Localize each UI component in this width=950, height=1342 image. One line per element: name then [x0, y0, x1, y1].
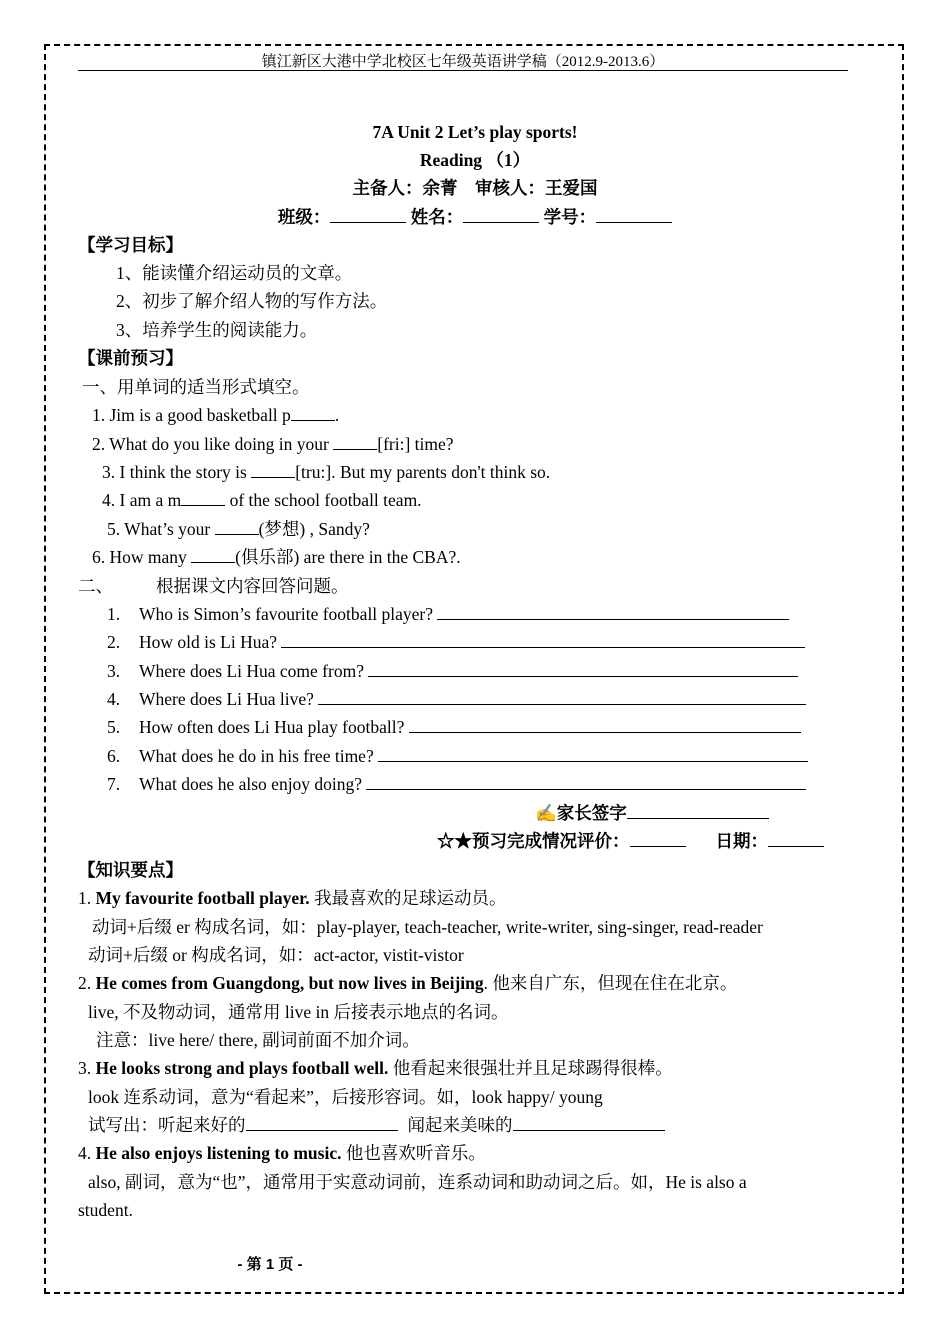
fill-blank[interactable] [181, 489, 225, 506]
point-number: 3. [78, 1058, 96, 1078]
parent-signature-row [535, 802, 769, 824]
question-row [107, 631, 805, 653]
fill-item [102, 461, 550, 483]
student-info-line [0, 206, 950, 228]
exercise-blank[interactable] [513, 1114, 665, 1131]
fill-item [107, 518, 370, 540]
goal-item: 1、能读懂介绍运动员的文章。 [116, 263, 353, 283]
question-row [107, 688, 806, 710]
point-translation: 他也喜欢听音乐。 [341, 1143, 486, 1163]
unit-title: 7A Unit 2 Let’s play sports! [372, 122, 578, 142]
exercise-blank[interactable] [246, 1114, 398, 1131]
fill-blank[interactable] [291, 404, 335, 421]
question-text: Who is Simon’s favourite football player? [139, 604, 438, 624]
fill-item [92, 546, 461, 568]
parent-signature-label: ✍家长签字 [535, 803, 627, 823]
evaluation-label: ☆★预习完成情况评价： [437, 831, 630, 851]
point-2 [78, 972, 737, 994]
fill-item [92, 404, 339, 426]
question-number: 1. [107, 604, 121, 624]
lesson-title: Reading （1） [419, 150, 531, 170]
answer-blank[interactable] [368, 660, 798, 677]
point-translation: . 他来自广东，但现在住在北京。 [483, 973, 738, 993]
class-label: 班级： [277, 207, 331, 227]
question-text: What does he also enjoy doing? [139, 774, 367, 794]
fill-text: 5. What’s your [107, 519, 215, 539]
number-label: 学号： [543, 207, 597, 227]
answer-blank[interactable] [281, 631, 805, 648]
question-text: How old is Li Hua? [139, 632, 282, 652]
point-number: 1. [78, 888, 96, 908]
question-number: 2. [107, 632, 121, 652]
question-number: 5. [107, 717, 121, 737]
question-text: How often does Li Hua play football? [139, 717, 409, 737]
date-blank[interactable] [768, 830, 824, 847]
point-note: student. [78, 1200, 133, 1220]
point-sentence: He also enjoys listening to music. [95, 1143, 342, 1163]
fill-text: of the school football team. [225, 490, 422, 510]
question-number: 6. [107, 746, 121, 766]
page-number: - 第 1 页 - [237, 1256, 303, 1273]
point-number: 2. [78, 973, 96, 993]
point-note: 动词+后缀 er 构成名词，如：play-player, teach-teacher, write-writer, sing-singer, read-reader [92, 917, 763, 937]
fill-blank[interactable] [333, 433, 377, 450]
point-note: 注意：live here/ there, 副词前面不加介词。 [96, 1030, 420, 1050]
header-rule [78, 70, 848, 71]
point-translation: 我最喜欢的足球运动员。 [309, 888, 507, 908]
evaluation-blank[interactable] [630, 830, 686, 847]
point-4 [78, 1142, 486, 1164]
fill-text: [tru:]. But my parents don't think so. [295, 462, 551, 482]
authors-line: 主备人：余菁 审核人：王爱国 [352, 178, 598, 198]
fill-text: (梦想) , Sandy? [258, 519, 370, 539]
question-text: Where does Li Hua come from? [139, 661, 369, 681]
question-row [107, 660, 798, 682]
fill-text: 4. I am a m [102, 490, 182, 510]
goals-heading: 【学习目标】 [78, 235, 183, 255]
fill-text: 1. Jim is a good basketball p [92, 405, 291, 425]
class-blank[interactable] [330, 206, 406, 223]
answer-blank[interactable] [318, 688, 806, 705]
point-3 [78, 1057, 673, 1079]
fill-text: [fri:] time? [377, 434, 454, 454]
page-header: 镇江新区大港中学北校区七年级英语讲学稿（2012.9-2013.6） [261, 54, 665, 70]
question-text: What does he do in his free time? [139, 746, 379, 766]
answer-blank[interactable] [409, 716, 801, 733]
date-label: 日期： [715, 831, 768, 851]
exercise-text: 闻起来美味的 [407, 1115, 513, 1135]
question-number: 3. [107, 661, 121, 681]
answer-blank[interactable] [437, 603, 789, 620]
question-text: Where does Li Hua live? [139, 689, 319, 709]
point-sentence: He looks strong and plays football well. [95, 1058, 389, 1078]
parent-signature-blank[interactable] [627, 802, 769, 819]
fill-item [92, 433, 454, 455]
exercise-text: 试写出：听起来好的 [88, 1115, 246, 1135]
answer-blank[interactable] [378, 745, 808, 762]
point-1 [78, 887, 507, 909]
point-sentence: My favourite football player. [95, 888, 310, 908]
name-label: 姓名： [410, 207, 464, 227]
fill-blank[interactable] [215, 518, 259, 535]
preview-heading: 【课前预习】 [78, 348, 183, 368]
question-row [107, 745, 808, 767]
question-row [107, 716, 801, 738]
fill-text: . [334, 405, 340, 425]
exercise-row [88, 1114, 665, 1136]
point-number: 4. [78, 1143, 96, 1163]
number-blank[interactable] [596, 206, 672, 223]
question-row [107, 603, 789, 625]
question-number: 4. [107, 689, 121, 709]
part2-number: 二、 [78, 576, 113, 596]
point-translation: 他看起来很强壮并且足球踢得很棒。 [388, 1058, 673, 1078]
fill-text: 3. I think the story is [102, 462, 252, 482]
point-sentence: He comes from Guangdong, but now lives in Beijing [95, 973, 484, 993]
question-row [107, 773, 806, 795]
goal-item: 2、初步了解介绍人物的写作方法。 [116, 291, 388, 311]
point-note: live, 不及物动词，通常用 live in 后接表示地点的名词。 [88, 1002, 509, 1022]
point-note: look 连系动词，意为“看起来”，后接形容词。如，look happy/ young [88, 1087, 603, 1107]
fill-blank[interactable] [251, 461, 295, 478]
answer-blank[interactable] [366, 773, 806, 790]
fill-item [102, 489, 422, 511]
name-blank[interactable] [463, 206, 539, 223]
fill-blank[interactable] [191, 546, 235, 563]
goal-item: 3、培养学生的阅读能力。 [116, 320, 318, 340]
fill-text: 2. What do you like doing in your [92, 434, 334, 454]
point-note: 动词+后缀 or 构成名词，如：act-actor, vistit-vistor [88, 945, 464, 965]
evaluation-row [437, 830, 824, 852]
fill-text: (俱乐部) are there in the CBA?. [235, 547, 461, 567]
part1-title: 一、用单词的适当形式填空。 [82, 377, 310, 397]
part2-title: 根据课文内容回答问题。 [156, 576, 349, 596]
knowledge-heading: 【知识要点】 [78, 860, 183, 880]
point-note: also, 副词，意为“也”，通常用于实意动词前，连系动词和助动词之后。如，He is also a [88, 1172, 747, 1192]
fill-text: 6. How many [92, 547, 192, 567]
question-number: 7. [107, 774, 121, 794]
